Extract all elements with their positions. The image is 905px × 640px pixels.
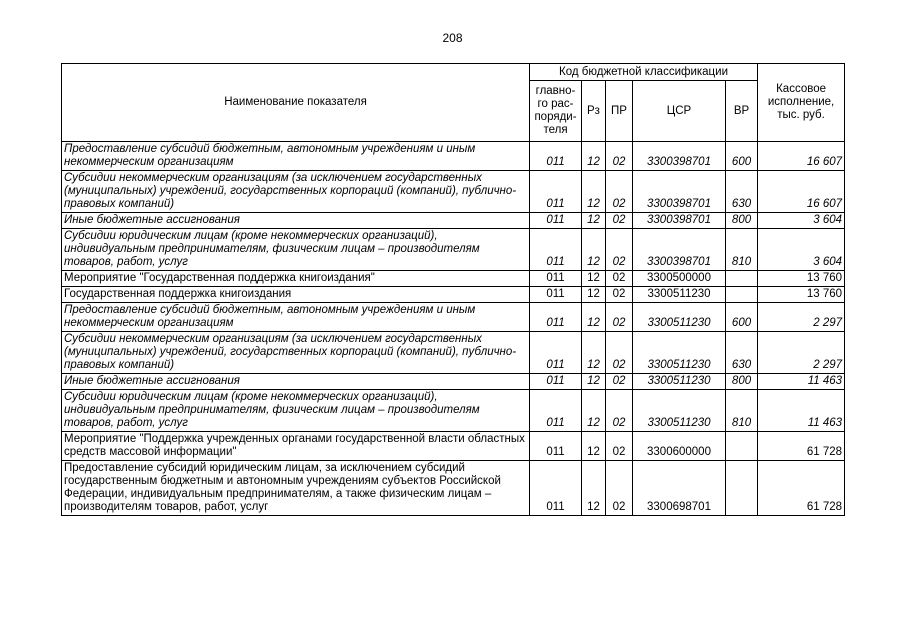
cell-csr: 3300600000	[633, 432, 726, 461]
cell-vr: 600	[726, 303, 758, 332]
table-row	[62, 332, 845, 374]
cell-name: Государственная поддержка книгоиздания	[62, 287, 530, 303]
cell-glav: 011	[530, 332, 582, 374]
table-row	[62, 374, 845, 390]
cell-vr: 800	[726, 374, 758, 390]
cell-rz: 12	[582, 271, 606, 287]
cell-rz: 12	[582, 287, 606, 303]
cell-csr: 3300398701	[633, 213, 726, 229]
cell-glav: 011	[530, 374, 582, 390]
cell-rz: 12	[582, 142, 606, 171]
cell-pr: 02	[606, 229, 633, 271]
cell-name: Предоставление субсидий юридическим лицам, за исключением субсидий государственным бюджетным и автономным учреждениям субъектов Российской Федерации, индивидуальным предпринимателям, а также физическим лицам – производителям товаров, работ, услуг	[62, 461, 530, 516]
table-row	[62, 213, 845, 229]
cell-vr: 630	[726, 332, 758, 374]
cell-vr	[726, 287, 758, 303]
cell-pr: 02	[606, 432, 633, 461]
column-header-pr: ПР	[606, 81, 633, 142]
column-header-name: Наименование показателя	[62, 64, 530, 142]
cell-name: Субсидии юридическим лицам (кроме некоммерческих организаций), индивидуальным предпринимателям, физическим лицам – производителям товаров, работ, услуг	[62, 229, 530, 271]
cell-rz: 12	[582, 461, 606, 516]
cell-amount: 3 604	[758, 213, 845, 229]
cell-vr: 600	[726, 142, 758, 171]
cell-pr: 02	[606, 332, 633, 374]
cell-rz: 12	[582, 171, 606, 213]
budget-table	[61, 63, 845, 516]
cell-csr: 3300511230	[633, 332, 726, 374]
cell-vr	[726, 432, 758, 461]
cell-rz: 12	[582, 390, 606, 432]
cell-amount: 16 607	[758, 142, 845, 171]
cell-vr: 630	[726, 171, 758, 213]
cell-amount: 11 463	[758, 374, 845, 390]
cell-pr: 02	[606, 461, 633, 516]
cell-glav: 011	[530, 390, 582, 432]
cell-pr: 02	[606, 271, 633, 287]
cell-name: Предоставление субсидий бюджетным, автономным учреждениям и иным некоммерческим организациям	[62, 303, 530, 332]
cell-rz: 12	[582, 229, 606, 271]
cell-glav: 011	[530, 303, 582, 332]
cell-amount: 16 607	[758, 171, 845, 213]
column-group-code: Код бюджетной классификации	[530, 64, 758, 81]
table-header	[62, 64, 845, 142]
column-header-amount: Кассовое исполнение, тыс. руб.	[758, 64, 845, 142]
cell-csr: 3300511230	[633, 287, 726, 303]
cell-csr: 3300511230	[633, 390, 726, 432]
column-header-rz: Рз	[582, 81, 606, 142]
column-header-glav: главно-го рас-поряди-теля	[530, 81, 582, 142]
cell-vr: 800	[726, 213, 758, 229]
cell-glav: 011	[530, 213, 582, 229]
cell-pr: 02	[606, 213, 633, 229]
cell-csr: 3300398701	[633, 142, 726, 171]
cell-amount: 11 463	[758, 390, 845, 432]
cell-name: Мероприятие "Государственная поддержка книгоиздания"	[62, 271, 530, 287]
table-row	[62, 432, 845, 461]
cell-name: Мероприятие "Поддержка учрежденных органами государственной власти областных средств массовой информации"	[62, 432, 530, 461]
cell-csr: 3300511230	[633, 374, 726, 390]
cell-name: Предоставление субсидий бюджетным, автономным учреждениям и иным некоммерческим организациям	[62, 142, 530, 171]
cell-pr: 02	[606, 390, 633, 432]
cell-rz: 12	[582, 432, 606, 461]
cell-rz: 12	[582, 213, 606, 229]
cell-name: Иные бюджетные ассигнования	[62, 374, 530, 390]
cell-csr: 3300511230	[633, 303, 726, 332]
cell-csr: 3300500000	[633, 271, 726, 287]
cell-csr: 3300398701	[633, 171, 726, 213]
cell-amount: 61 728	[758, 461, 845, 516]
cell-amount: 13 760	[758, 287, 845, 303]
cell-csr: 3300698701	[633, 461, 726, 516]
cell-glav: 011	[530, 142, 582, 171]
cell-csr: 3300398701	[633, 229, 726, 271]
cell-pr: 02	[606, 142, 633, 171]
table-row	[62, 461, 845, 516]
cell-pr: 02	[606, 303, 633, 332]
cell-vr: 810	[726, 390, 758, 432]
cell-amount: 13 760	[758, 271, 845, 287]
table-row	[62, 229, 845, 271]
page-number: 208	[442, 31, 463, 45]
cell-name: Субсидии некоммерческим организациям (за исключением государственных (муниципальных) учреждений, государственных корпораций (компаний), публично-правовых компаний)	[62, 332, 530, 374]
table-row	[62, 287, 845, 303]
table-row	[62, 171, 845, 213]
cell-vr	[726, 461, 758, 516]
cell-amount: 3 604	[758, 229, 845, 271]
cell-amount: 61 728	[758, 432, 845, 461]
cell-vr	[726, 271, 758, 287]
cell-amount: 2 297	[758, 303, 845, 332]
cell-pr: 02	[606, 171, 633, 213]
table-row	[62, 142, 845, 171]
cell-glav: 011	[530, 271, 582, 287]
column-header-vr: ВР	[726, 81, 758, 142]
cell-name: Субсидии некоммерческим организациям (за исключением государственных (муниципальных) учреждений, государственных корпораций (компаний), публично-правовых компаний)	[62, 171, 530, 213]
table-row	[62, 271, 845, 287]
table-body	[62, 142, 845, 516]
cell-pr: 02	[606, 374, 633, 390]
cell-glav: 011	[530, 461, 582, 516]
table-row	[62, 390, 845, 432]
cell-rz: 12	[582, 332, 606, 374]
cell-glav: 011	[530, 229, 582, 271]
cell-glav: 011	[530, 432, 582, 461]
cell-glav: 011	[530, 287, 582, 303]
cell-rz: 12	[582, 303, 606, 332]
cell-rz: 12	[582, 374, 606, 390]
cell-name: Иные бюджетные ассигнования	[62, 213, 530, 229]
column-header-csr: ЦСР	[633, 81, 726, 142]
cell-amount: 2 297	[758, 332, 845, 374]
cell-name: Субсидии юридическим лицам (кроме некоммерческих организаций), индивидуальным предпринимателям, физическим лицам – производителям товаров, работ, услуг	[62, 390, 530, 432]
cell-glav: 011	[530, 171, 582, 213]
cell-pr: 02	[606, 287, 633, 303]
cell-vr: 810	[726, 229, 758, 271]
table-row	[62, 303, 845, 332]
